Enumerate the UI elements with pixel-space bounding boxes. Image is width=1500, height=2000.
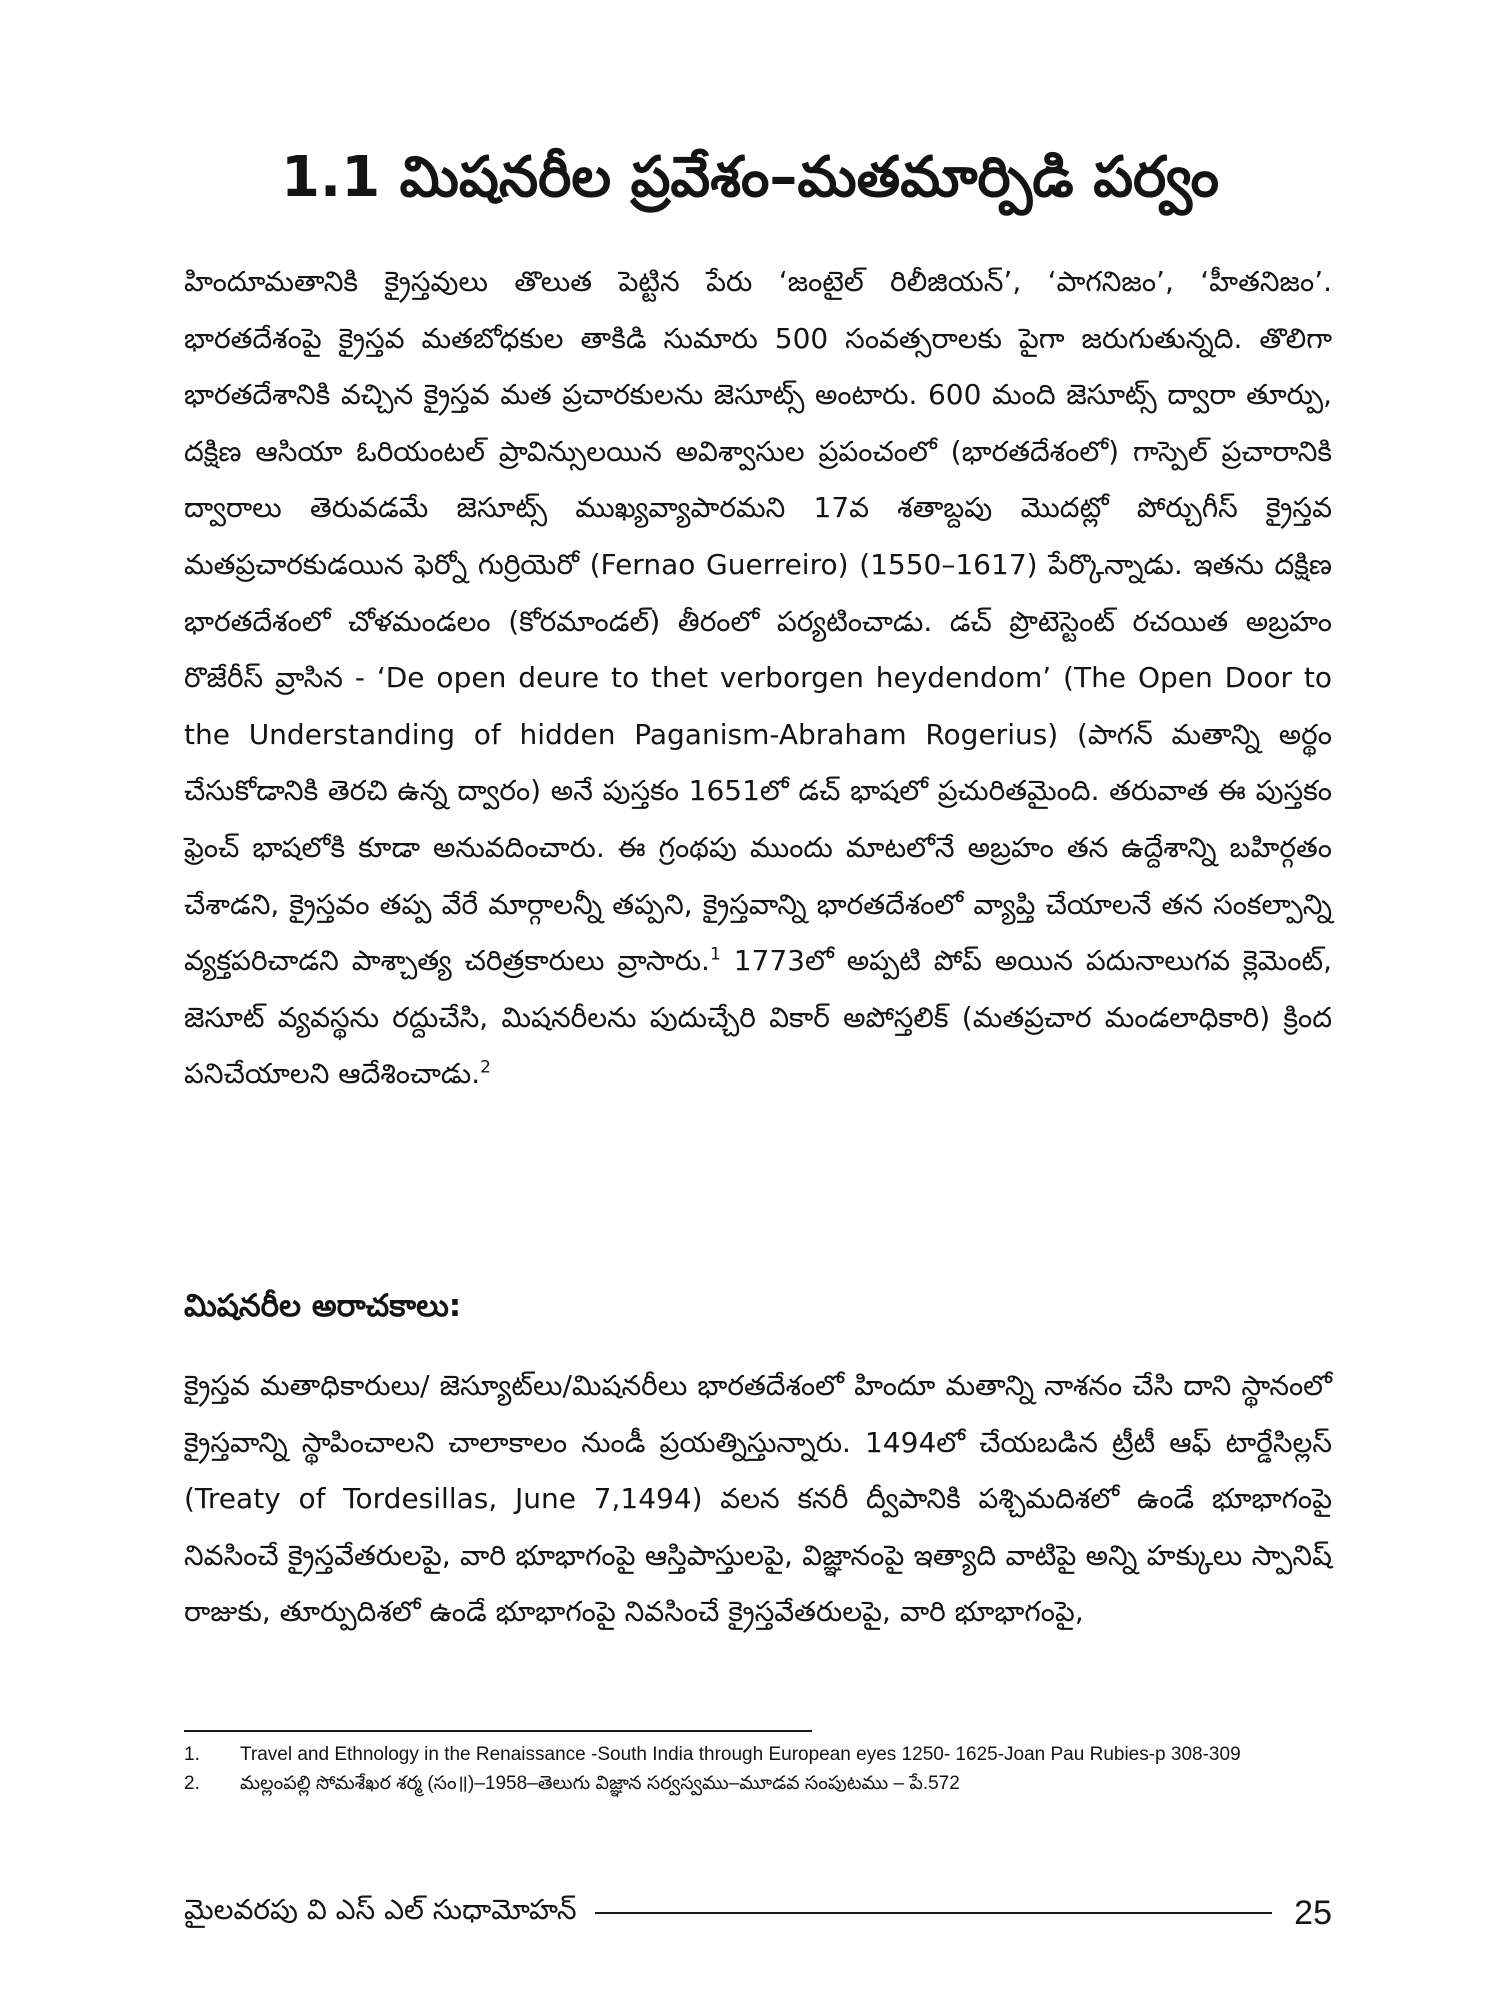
intro-paragraph	[184, 254, 1332, 1103]
footer-divider	[595, 1912, 1273, 1914]
footnote-item	[184, 1742, 1332, 1767]
page-number: 25	[1294, 1893, 1332, 1932]
intro-text-continued: 1773లో అప్పటి పోప్ అయిన పదునాలుగవ క్లెమెంట్, జెసూట్ వ్యవస్థను రద్దుచేసి, మిషనరీలను పుదుచ్చేరి వికార్ అపోస్తలిక్ (మతప్రచార మండలాధికారి) క్రింద పనిచేయాలని ఆదేశించాడు.	[184, 944, 1332, 1091]
section-heading: మిషనరీల అరాచకాలు:	[184, 1288, 462, 1324]
footnote-text: మల్లంపల్లి సోమశేఖర శర్మ (సం॥)–1958–తెలుగు విజ్ఞాన సర్వస్వము–మూడవ సంపుటము – పే.572	[240, 1773, 960, 1794]
footnote-marker-2[interactable]: 2	[480, 1057, 491, 1078]
page-footer	[184, 1888, 1332, 1938]
footnote-text: Travel and Ethnology in the Renaissance -South India through European eyes 1250- 1625-Joan Pau Rubies-p 308-309	[240, 1744, 1241, 1765]
footnotes	[184, 1742, 1332, 1800]
chapter-title: 1.1 మిషనరీల ప్రవేశం–మతమార్పిడి పర్వం	[280, 145, 1220, 210]
author-name: మైలవరపు వి ఎస్ ఎల్ సుధామోహన్	[184, 1893, 577, 1926]
intro-text: హిందూమతానికి క్రైస్తవులు తొలుత పెట్టిన పేరు ‘జంటైల్ రిలీజియన్’, ‘పాగనిజం’, ‘హీతనిజం’. భారతదేశంపై క్రైస్తవ మతబోధకుల తాకిడి సుమారు 500 సంవత్సరాలకు పైగా జరుగుతున్నది. తొలిగా భారతదేశానికి వచ్చిన క్రైస్తవ మత ప్రచారకులను జెసూట్స్ అంటారు. 600 మంది జెసూట్స్ ద్వారా తూర్పు, దక్షిణ ఆసియా ఓరియంటల్ ప్రావిన్సులయిన అవిశ్వాసుల ప్రపంచంలో (భారతదేశంలో) గాస్పెల్ ప్రచారానికి ద్వారాలు తెరువడమే జెసూట్స్ ముఖ్యవ్యాపారమని 17వ శతాబ్దపు మొదట్లో పోర్చుగీస్ క్రైస్తవ మతప్రచారకుడయిన ఫెర్నో గుర్రియెరో (Fernao Guerreiro) (1550–1617) పేర్కొన్నాడు. ఇతను దక్షిణ భారతదేశంలో చోళమండలం (కోరమాండల్) తీరంలో పర్యటించాడు. డచ్ ప్రొటెస్టెంట్ రచయిత అబ్రహం రొజేరీస్ వ్రాసిన - ‘De open deure to thet verborgen heydendom’ (The Open Door to the Understanding of hidden Paganism-Abraham Rogerius) (పాగన్ మతాన్ని అర్థం చేసుకోడానికి తెరచి ఉన్న ద్వారం) అనే పుస్తకం 1651లో డచ్ భాషలో ప్రచురితమైంది. తరువాత ఈ పుస్తకం ఫ్రెంచ్ భాషలోకి కూడా అనువదించారు. ఈ గ్రంథపు ముందు మాటలోనే అబ్రహం తన ఉద్దేశాన్ని బహిర్గతం చేశాడని, క్రైస్తవం తప్ప వేరే మార్గాలన్నీ తప్పని, క్రైస్తవాన్ని భారతదేశంలో వ్యాప్తి చేయాలనే తన సంకల్పాన్ని వ్యక్తపరిచాడని పాశ్చాత్య చరిత్రకారులు వ్రాసారు.	[184, 265, 1332, 978]
footnote-divider	[184, 1730, 812, 1732]
section-paragraph: క్రైస్తవ మతాధికారులు/ జెస్యూట్‌లు/మిషనరీలు భారతదేశంలో హిందూ మతాన్ని నాశనం చేసి దాని స్థానంలో క్రైస్తవాన్ని స్థాపించాలని చాలాకాలం నుండీ ప్రయత్నిస్తున్నారు. 1494లో చేయబడిన ట్రీటీ ఆఫ్ టార్డేసిల్లస్ (Treaty of Tordesillas, June 7,1494) వలన కనరీ ద్వీపానికి పశ్చిమదిశలో ఉండే భూభాగంపై నివసించే క్రైస్తవేతరులపై, వారి భూభాగంపై ఆస్తిపాస్తులపై, విజ్ఞానంపై ఇత్యాది వాటిపై అన్ని హక్కులు స్పానిష్ రాజుకు, తూర్పుదిశలో ఉండే భూభాగంపై నివసించే క్రైస్తవేతరులపై, వారి భూభాగంపై,	[184, 1369, 1332, 1629]
footnote-number: 2.	[184, 1773, 200, 1794]
footnote-number: 1.	[184, 1744, 200, 1765]
footnote-item	[184, 1771, 1332, 1796]
footnote-marker-1[interactable]: 1	[709, 944, 721, 965]
